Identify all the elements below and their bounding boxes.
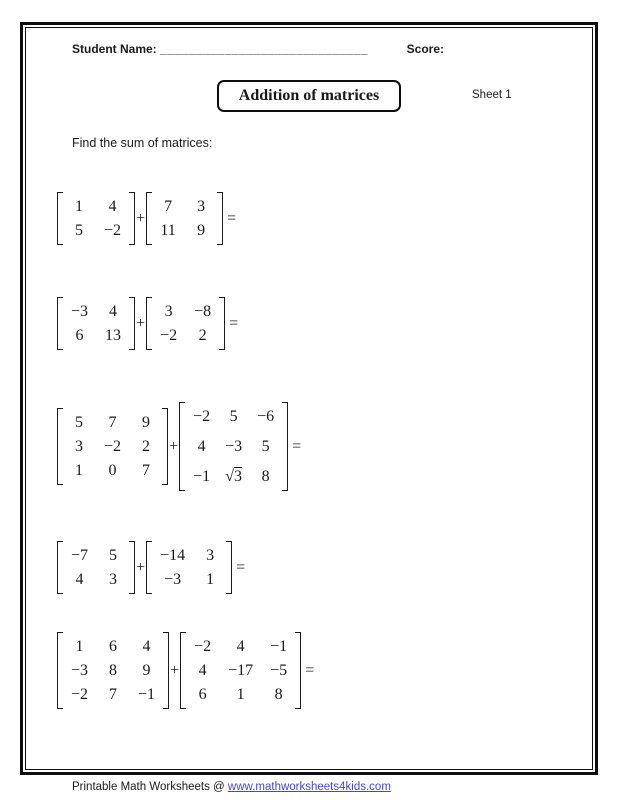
matrix-cell: 5 bbox=[75, 414, 83, 432]
matrix-cell: −1 bbox=[138, 685, 156, 703]
matrix-cell: 7 bbox=[164, 198, 173, 215]
right-bracket bbox=[226, 541, 232, 594]
matrix-cell: 4 bbox=[108, 198, 117, 215]
matrix-b bbox=[146, 297, 225, 350]
matrix-cell: 8 bbox=[274, 685, 283, 703]
matrix-problem-2 bbox=[57, 297, 592, 350]
matrix-cell: 3 bbox=[206, 547, 215, 565]
matrix-b bbox=[180, 632, 301, 709]
matrix-cell: −5 bbox=[270, 661, 288, 679]
right-bracket bbox=[217, 192, 223, 245]
matrix-cell: 7 bbox=[109, 685, 118, 703]
right-bracket bbox=[129, 297, 135, 350]
matrix-cell: −3 bbox=[225, 437, 243, 455]
matrix-cells bbox=[152, 297, 219, 350]
matrix-cell: √3 bbox=[225, 467, 242, 485]
matrix-cell: 9 bbox=[142, 414, 151, 432]
matrix-cell: 3 bbox=[164, 303, 173, 321]
student-name-blank-line: _____________________________ bbox=[160, 42, 369, 56]
matrix-cell: −1 bbox=[270, 638, 288, 656]
matrix-a bbox=[57, 297, 135, 350]
matrix-cells bbox=[185, 402, 282, 491]
matrix-cell: 4 bbox=[142, 638, 151, 656]
matrix-cell: 13 bbox=[105, 326, 122, 344]
right-bracket bbox=[129, 192, 135, 245]
matrix-cell: −2 bbox=[71, 685, 89, 703]
matrix-a bbox=[57, 541, 135, 594]
instruction-text: Find the sum of matrices: bbox=[72, 136, 213, 150]
right-bracket bbox=[295, 632, 301, 709]
matrix-cell: 1 bbox=[206, 570, 215, 588]
matrix-cell: −3 bbox=[71, 661, 89, 679]
matrix-b bbox=[179, 402, 288, 491]
matrix-cells bbox=[63, 541, 129, 594]
page-border-frame bbox=[20, 22, 598, 775]
matrix-cells bbox=[63, 297, 129, 350]
plus-operator: + bbox=[136, 558, 146, 576]
matrix-b bbox=[146, 192, 223, 245]
equals-sign: = bbox=[305, 661, 315, 679]
equals-sign: = bbox=[292, 437, 302, 455]
matrix-cell: −14 bbox=[160, 547, 186, 565]
matrix-cell: 6 bbox=[75, 326, 84, 344]
matrix-cell: −17 bbox=[228, 661, 254, 679]
matrix-cells bbox=[63, 192, 129, 245]
matrix-a bbox=[57, 632, 169, 709]
matrix-cell: 9 bbox=[197, 221, 206, 239]
matrix-a bbox=[57, 192, 135, 245]
score-label: Score: bbox=[406, 42, 444, 56]
matrix-cell: 5 bbox=[109, 547, 118, 565]
matrix-cell: 6 bbox=[198, 685, 207, 703]
matrix-cell: −2 bbox=[160, 326, 178, 344]
matrix-cell: 5 bbox=[75, 221, 83, 239]
matrix-cell: 4 bbox=[109, 303, 118, 321]
matrix-cell: −3 bbox=[71, 303, 89, 321]
worksheet-title: Addition of matrices bbox=[217, 80, 401, 112]
footer-link[interactable]: www.mathworksheets4kids.com bbox=[227, 781, 391, 793]
matrix-problem-1 bbox=[57, 192, 592, 245]
matrix-cell: −2 bbox=[194, 638, 212, 656]
matrix-cell: 11 bbox=[160, 221, 176, 239]
matrix-cell: 3 bbox=[109, 570, 118, 588]
right-bracket bbox=[163, 632, 169, 709]
sheet-number-label: Sheet 1 bbox=[472, 89, 512, 101]
matrix-cell: 1 bbox=[75, 638, 84, 656]
right-bracket bbox=[282, 402, 288, 491]
matrix-cell: 4 bbox=[75, 570, 84, 588]
matrix-cell: 5 bbox=[229, 408, 238, 426]
matrix-cell: −1 bbox=[193, 467, 211, 485]
matrix-cell: 1 bbox=[75, 461, 83, 479]
matrix-cell: 9 bbox=[142, 661, 151, 679]
equals-sign: = bbox=[227, 209, 237, 227]
matrix-cell: 1 bbox=[75, 198, 83, 215]
matrix-cell: 1 bbox=[236, 685, 245, 703]
matrix-cells bbox=[63, 632, 163, 709]
matrix-cell: 0 bbox=[108, 461, 117, 479]
right-bracket bbox=[162, 408, 168, 485]
matrix-cell: −2 bbox=[104, 221, 122, 239]
matrix-cells bbox=[63, 408, 162, 485]
matrix-cells bbox=[186, 632, 295, 709]
matrix-cell: 8 bbox=[109, 661, 118, 679]
matrix-cell: 4 bbox=[197, 437, 206, 455]
matrix-cell: 4 bbox=[236, 638, 245, 656]
matrix-cell: −2 bbox=[104, 437, 122, 455]
matrix-cell: 6 bbox=[109, 638, 118, 656]
matrix-cell: 7 bbox=[142, 461, 151, 479]
matrix-cell: 3 bbox=[75, 437, 83, 455]
matrix-cell: −3 bbox=[164, 570, 182, 588]
plus-operator: + bbox=[169, 437, 179, 455]
matrix-cell: 5 bbox=[261, 437, 270, 455]
matrix-cell: −2 bbox=[193, 408, 211, 426]
matrix-cell: −7 bbox=[71, 547, 89, 565]
matrix-problem-5 bbox=[57, 632, 592, 709]
footer-text: Printable Math Worksheets @ bbox=[72, 781, 228, 793]
plus-operator: + bbox=[136, 314, 146, 332]
matrix-cells bbox=[152, 541, 226, 594]
matrix-cell: 3 bbox=[197, 198, 206, 215]
matrix-b bbox=[146, 541, 232, 594]
matrix-problem-4 bbox=[57, 541, 592, 594]
right-bracket bbox=[129, 541, 135, 594]
student-name-label: Student Name: bbox=[72, 42, 157, 56]
matrix-cell: 2 bbox=[142, 437, 151, 455]
matrix-cells bbox=[152, 192, 217, 245]
plus-operator: + bbox=[136, 209, 146, 227]
title-row bbox=[26, 80, 592, 114]
header bbox=[26, 28, 592, 56]
matrix-cell: −8 bbox=[194, 303, 212, 321]
problem-list bbox=[26, 192, 592, 709]
page-border-frame-inner bbox=[25, 27, 593, 770]
matrix-cell: 4 bbox=[198, 661, 207, 679]
right-bracket bbox=[219, 297, 225, 350]
matrix-cell: −6 bbox=[257, 408, 275, 426]
matrix-cell: 7 bbox=[108, 414, 117, 432]
plus-operator: + bbox=[170, 661, 180, 679]
matrix-cell: 8 bbox=[261, 467, 270, 485]
equals-sign: = bbox=[236, 558, 246, 576]
footer bbox=[72, 781, 391, 793]
matrix-cell: 2 bbox=[198, 326, 207, 344]
equals-sign: = bbox=[229, 314, 239, 332]
matrix-a bbox=[57, 408, 168, 485]
matrix-problem-3 bbox=[57, 402, 592, 491]
